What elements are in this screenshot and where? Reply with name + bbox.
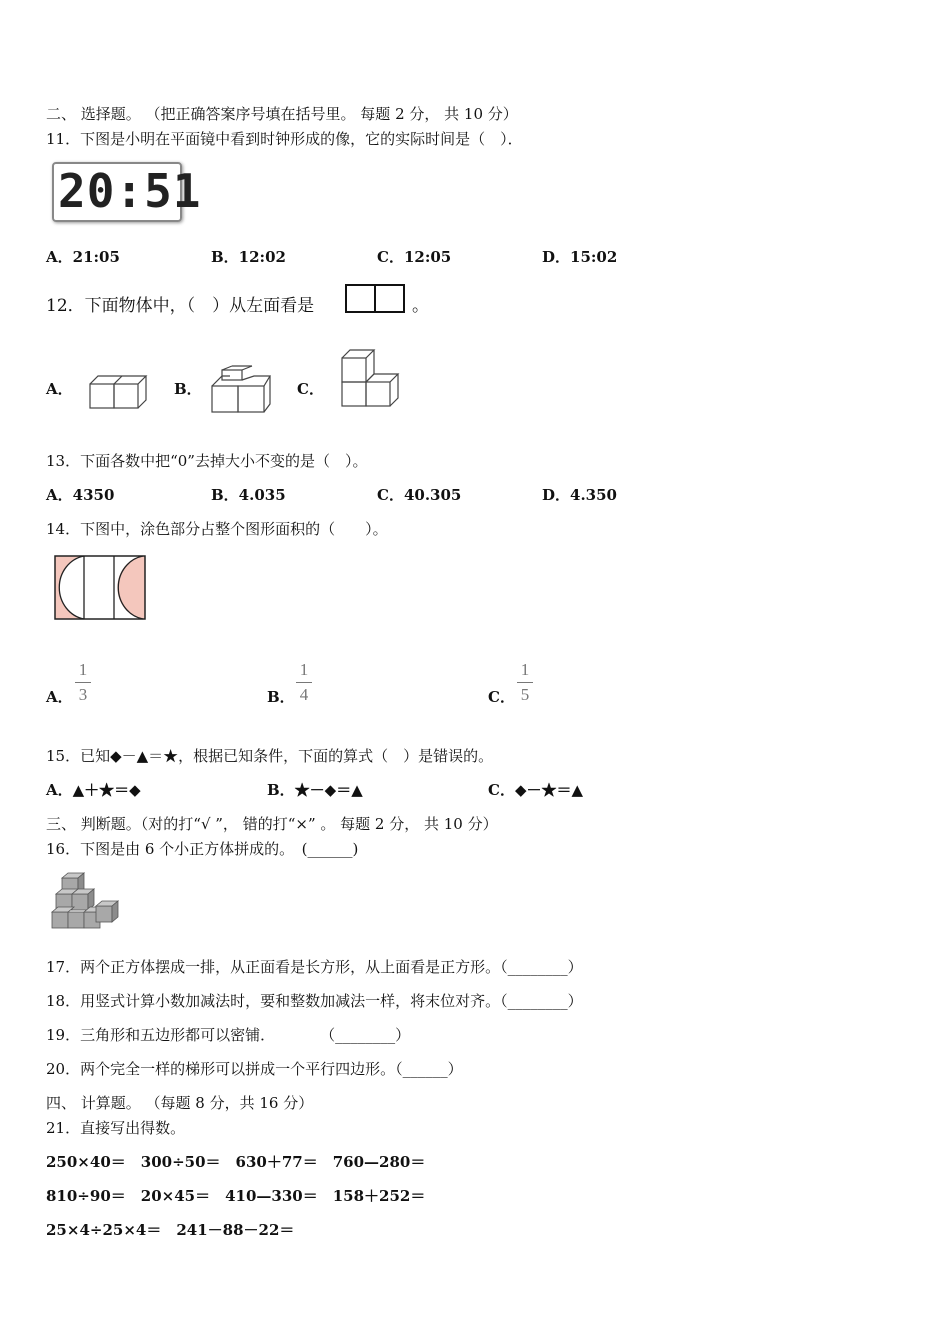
q15-stem: 15．已知◆－▲＝★，根据已知条件，下面的算式（ ）是错误的。 [46,747,494,765]
fraction-one-fifth [517,660,533,705]
denominator: 3 [78,685,88,704]
q14-option-b[interactable]: B． [267,688,295,706]
q12-option-b[interactable]: B． [174,380,202,398]
q14-option-a[interactable]: A． [46,688,73,706]
section-4-heading: 四、 计算题。 （每题 8 分，共 16 分） [46,1094,314,1112]
q16-stem: 16．下图是由 6 个小正方体拼成的。 (______) [46,840,359,858]
q12-option-c[interactable]: C． [297,380,324,398]
q11-stem: 11．下图是小明在平面镜中看到时钟形成的像，它的实际时间是（ ）． [46,130,523,148]
cube-figure-b [210,366,272,414]
q17-stem: 17．两个正方体摆成一排，从正面看是长方形，从上面看是正方形。（________） [46,958,583,976]
q15-option-a[interactable]: A．▲＋★＝◆ [46,781,141,799]
q11-option-d[interactable]: D．15:02 [542,248,618,266]
numerator: 1 [520,660,530,679]
q11-option-a[interactable]: A．21:05 [46,248,120,266]
q13-option-b[interactable]: B．4.035 [211,486,286,504]
clock-digits: 20:51 [58,164,202,218]
cube-figure-c [340,346,402,412]
left-view-two-squares-figure [345,284,407,314]
q13-stem: 13．下面各数中把“0”去掉大小不变的是（ ）。 [46,452,368,470]
section-3-heading: 三、 判断题。（对的打“√ ”， 错的打“×” 。 每题 2 分， 共 10 分） [46,815,498,833]
denominator: 4 [299,685,309,704]
fraction-one-third [75,660,91,705]
stacked-cubes-figure [52,872,118,934]
q18-stem: 18．用竖式计算小数加减法时，要和整数加减法一样，将末位对齐。（________） [46,992,583,1010]
shaded-semicircles-figure [54,555,146,621]
q11-option-c[interactable]: C．12:05 [377,248,452,266]
q19-stem: 19．三角形和五边形都可以密铺． （________） [46,1026,411,1044]
calc-row-3: 25×4÷25×4＝ 241－88－22＝ [46,1221,295,1239]
calc-row-2: 810÷90＝ 20×45＝ 410—330＝ 158＋252＝ [46,1187,426,1205]
denominator: 5 [520,685,530,704]
section-2-heading: 二、 选择题。 （把正确答案序号填在括号里。 每题 2 分， 共 10 分） [46,105,518,123]
calc-row-1: 250×40＝ 300÷50＝ 630＋77＝ 760—280＝ [46,1153,426,1171]
q13-option-c[interactable]: C．40.305 [377,486,462,504]
fraction-one-quarter [296,660,312,705]
q12-stem-end: 。 [412,296,429,316]
q21-stem: 21．直接写出得数。 [46,1119,186,1137]
cube-figure-a [88,372,148,412]
numerator: 1 [299,660,309,679]
q12-option-a[interactable]: A． [46,380,73,398]
numerator: 1 [78,660,88,679]
q13-option-a[interactable]: A．4350 [46,486,115,504]
q14-option-c[interactable]: C． [488,688,515,706]
q15-option-c[interactable]: C．◆－★＝▲ [488,781,584,799]
q14-stem: 14．下图中，涂色部分占整个图形面积的（ ）。 [46,520,388,538]
q20-stem: 20．两个完全一样的梯形可以拼成一个平行四边形。（______） [46,1060,463,1078]
q15-option-b[interactable]: B．★－◆＝▲ [267,781,363,799]
q11-option-b[interactable]: B．12:02 [211,248,286,266]
mirror-clock-image [52,162,202,222]
q13-option-d[interactable]: D．4.350 [542,486,617,504]
q12-stem: 12．下面物体中，（ ）从左面看是 [46,296,315,316]
